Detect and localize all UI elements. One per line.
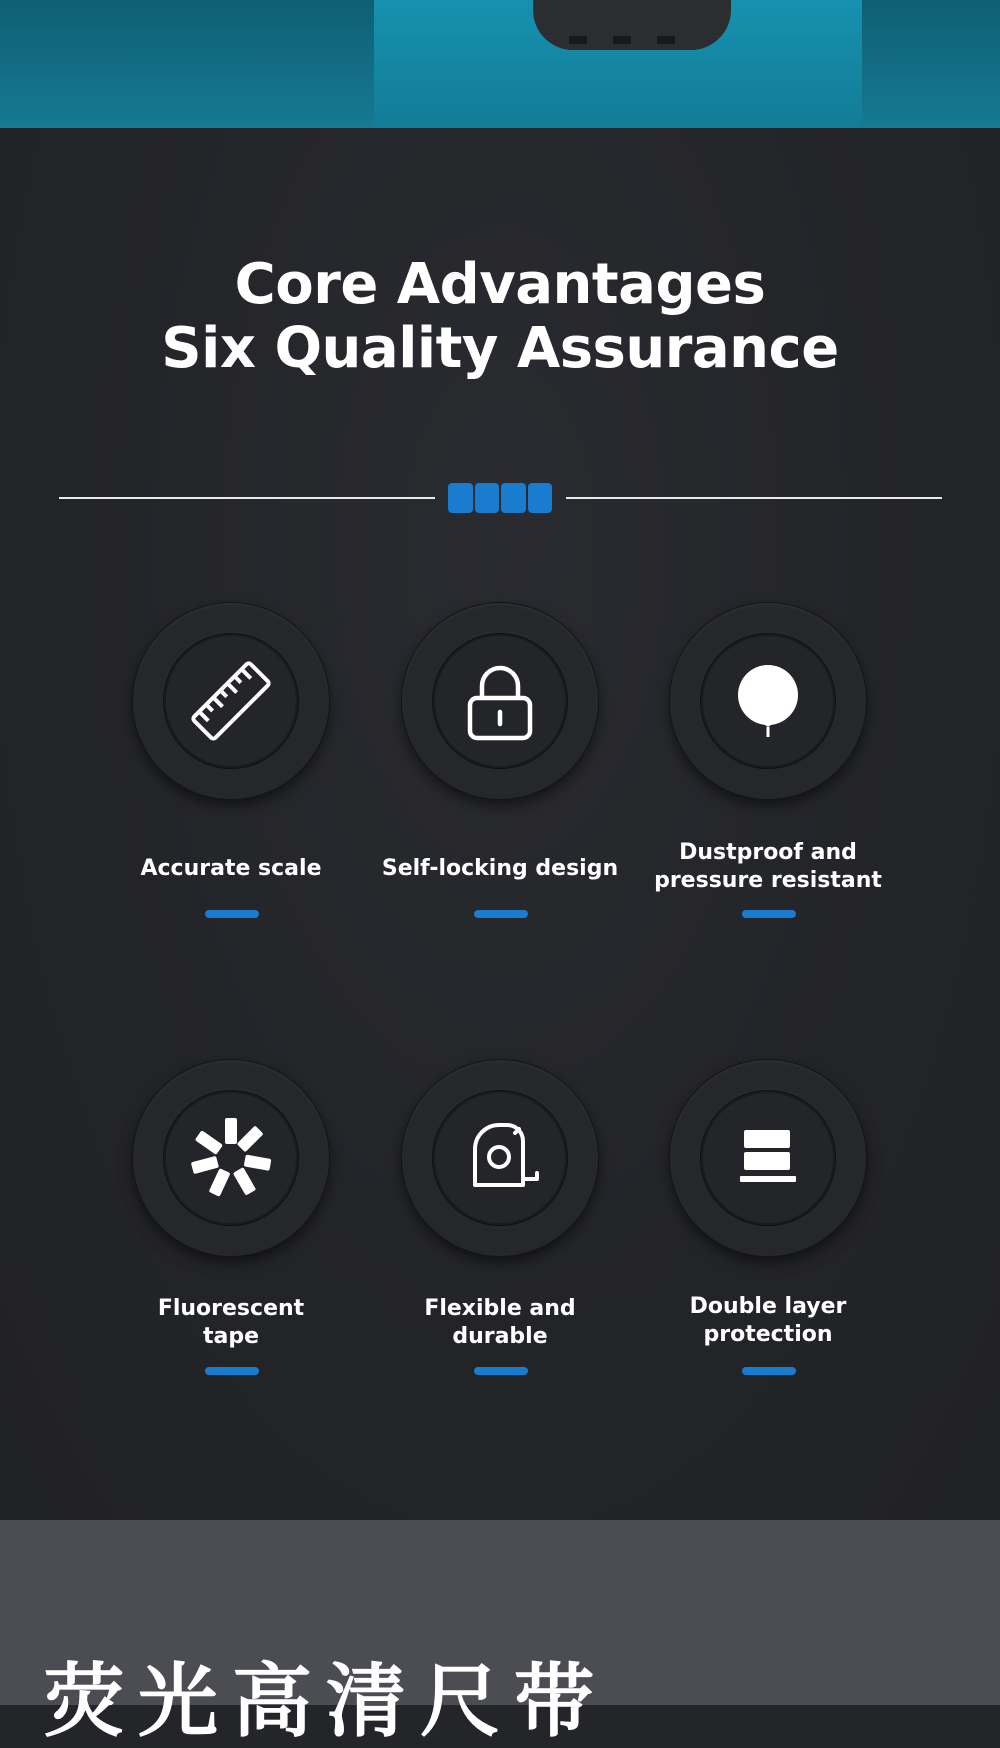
feature-accent-bar <box>205 910 259 918</box>
glow-burst-icon <box>186 1113 276 1203</box>
feature-accurate-scale <box>95 603 367 923</box>
feature-accent-bar <box>742 910 796 918</box>
feature-fluorescent-tape <box>95 1060 367 1380</box>
tape-measure-product <box>533 0 731 50</box>
divider-line-right <box>566 497 942 499</box>
section-subtitle: Six Quality Assurance <box>161 316 839 381</box>
divider-line-left <box>59 497 435 499</box>
layers-icon <box>728 1118 808 1198</box>
feature-label: Accurate scale <box>140 856 322 881</box>
icon-ring <box>670 603 866 799</box>
feature-double-layer <box>632 1060 904 1380</box>
tape-measure-icon <box>455 1113 545 1203</box>
icon-ring <box>402 1060 598 1256</box>
feature-label: Double layer protection <box>689 1294 847 1347</box>
ruler-icon <box>183 653 279 749</box>
icon-ring <box>402 603 598 799</box>
feature-accent-bar <box>742 1367 796 1375</box>
feature-accent-bar <box>474 1367 528 1375</box>
next-section-title: 荧光高清尺带 <box>44 1655 608 1748</box>
feature-flexible-durable <box>364 1060 636 1380</box>
padlock-icon <box>455 656 545 746</box>
feature-dustproof <box>632 603 904 923</box>
feature-self-locking <box>364 603 636 923</box>
balloon-icon <box>728 661 808 741</box>
feature-label: Flexible and durable <box>424 1296 576 1349</box>
feature-label: Fluorescent tape <box>157 1296 305 1349</box>
feature-accent-bar <box>474 910 528 918</box>
divider-accent-blocks <box>448 483 552 513</box>
product-image-strip <box>0 0 1000 128</box>
section-title: Core Advantages <box>234 252 766 317</box>
feature-accent-bar <box>205 1367 259 1375</box>
icon-ring <box>133 1060 329 1256</box>
feature-label: Self-locking design <box>381 856 619 881</box>
icon-ring <box>670 1060 866 1256</box>
feature-label: Dustproof and pressure resistant <box>654 840 882 893</box>
icon-ring <box>133 603 329 799</box>
